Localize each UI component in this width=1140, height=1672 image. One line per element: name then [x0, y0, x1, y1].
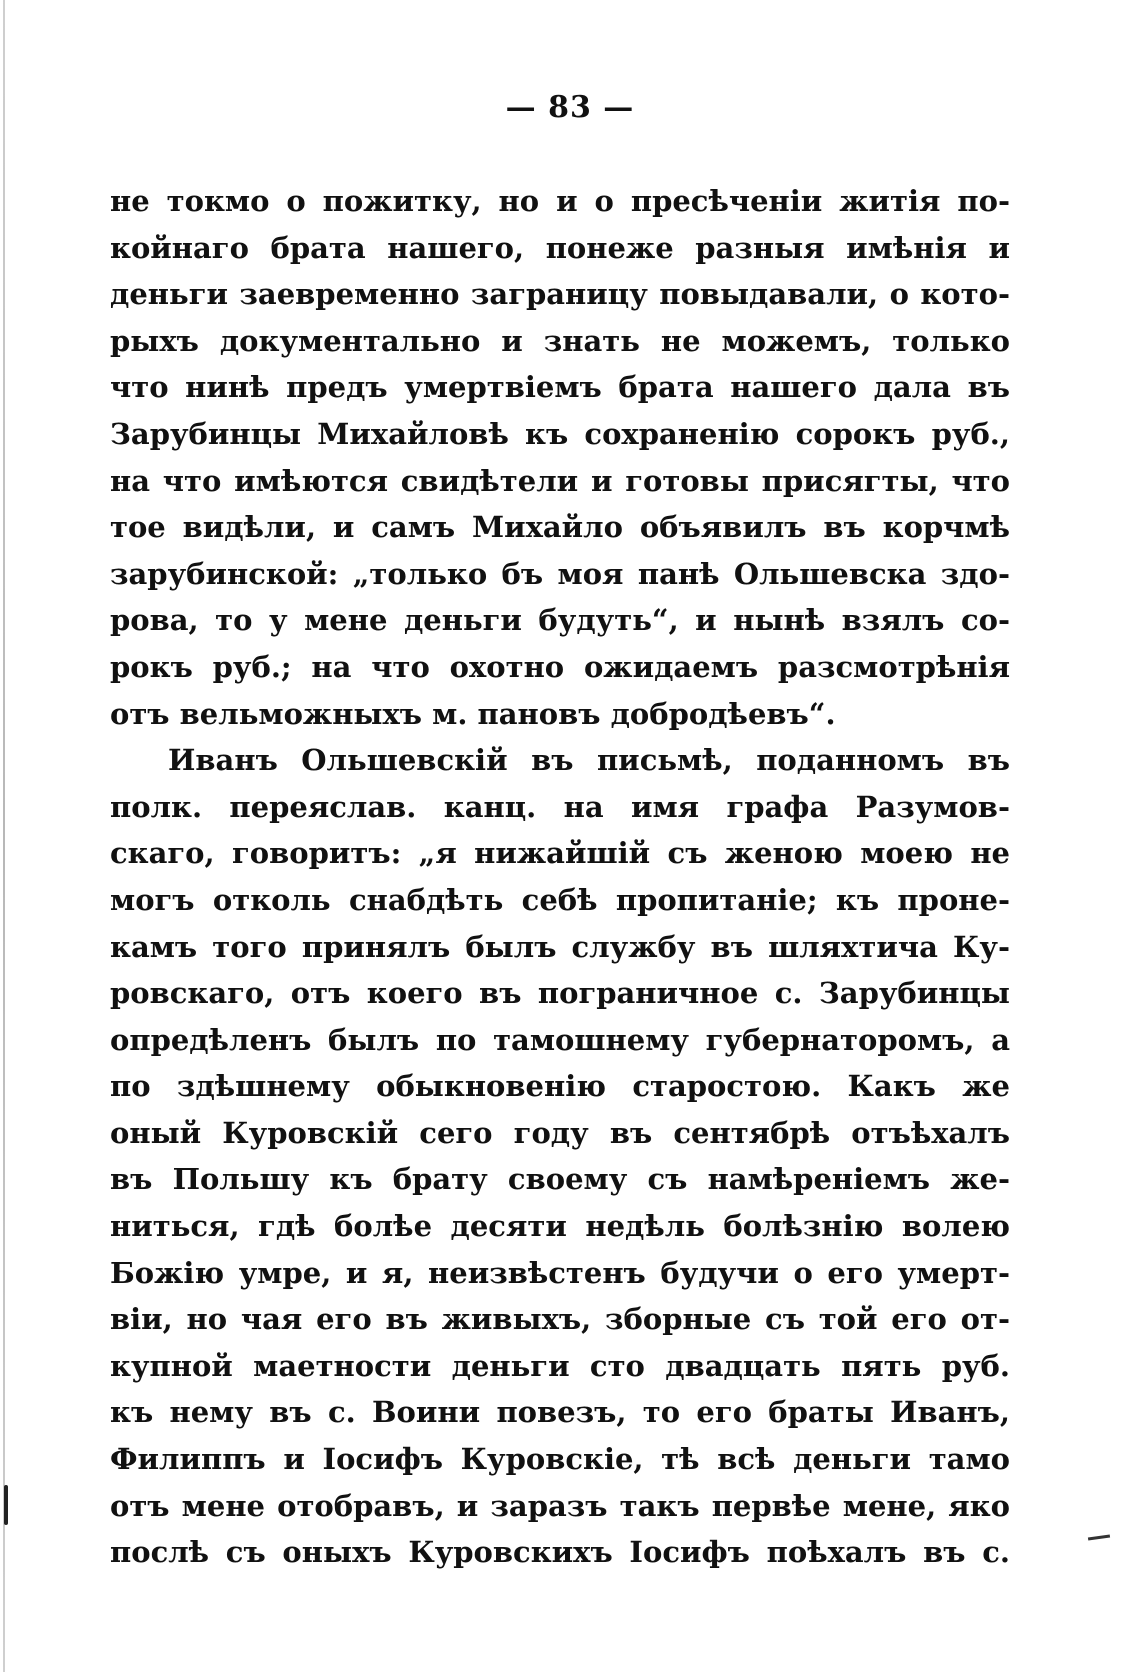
body-text: [110, 178, 1010, 1576]
text-line: рыхъ документально и знать не можемъ, только: [110, 323, 1010, 358]
text-line: къ нему въ с. Воини повезъ, то его браты Иванъ,: [110, 1395, 1010, 1430]
text-line: опредѣленъ былъ по тамошнему губернаторомъ, а: [110, 1022, 1010, 1057]
text-line: не токмо о пожитку, но и о пресѣченіи житія по-: [110, 184, 1010, 218]
text-line: деньги заевременно заграницу повыдавали, о кото-: [110, 277, 1010, 312]
text-line: рокъ руб.; на что охотно ожидаемъ разсмотрѣнія: [110, 649, 1010, 684]
text-line: послѣ съ оныхъ Куровскихъ Іосифъ поѣхалъ въ с.: [110, 1535, 1010, 1570]
page-edge-rule: [3, 0, 5, 1672]
text-line: въ Польшу къ брату своему съ намѣреніемъ же-: [110, 1162, 1010, 1197]
margin-mark: [1088, 1534, 1110, 1540]
page-number: — 83 —: [505, 90, 635, 125]
text-line: Зарубинцы Михайловѣ къ сохраненію сорокъ руб.,: [110, 416, 1010, 451]
text-line: оный Куровскій сего году въ сентябрѣ отъѣхалъ: [110, 1115, 1010, 1150]
text-line: Иванъ Ольшевскій въ письмѣ, поданномъ въ: [168, 743, 1010, 778]
text-line: камъ того принялъ былъ службу въ шляхтича Ку-: [110, 929, 1010, 964]
text-line: віи, но чая его въ живыхъ, зборные съ той его от-: [110, 1302, 1010, 1337]
text-line: отъ мене отобравъ, и заразъ такъ первѣе мене, яко: [110, 1488, 1010, 1523]
text-line: могъ отколь снабдѣть себѣ пропитаніе; къ проне-: [110, 882, 1010, 917]
text-line: зарубинской: „только бъ моя панѣ Ольшевска здо-: [110, 556, 1010, 591]
binding-mark: [4, 1485, 8, 1525]
text-line: купной маетности деньги сто двадцать пять руб.: [110, 1348, 1010, 1383]
text-line: по здѣшнему обыкновенію старостою. Какъ же: [110, 1069, 1010, 1104]
text-line: что нинѣ предъ умертвіемъ брата нашего дала въ: [110, 370, 1010, 405]
text-line: на что имѣются свидѣтели и готовы присягты, что: [110, 463, 1010, 498]
text-line: Божію умре, и я, неизвѣстенъ будучи о его умерт-: [110, 1255, 1010, 1290]
text-line: ниться, гдѣ болѣе десяти недѣль болѣзнію волею: [110, 1209, 1010, 1244]
text-line: койнаго брата нашего, понеже разныя имѣнія и: [110, 230, 1010, 265]
text-line: рова, то у мене деньги будуть“, и нынѣ взялъ со-: [110, 603, 1010, 638]
text-line: ровскаго, отъ коего въ пограничное с. Зарубинцы: [110, 976, 1010, 1011]
text-line: полк. переяслав. канц. на имя графа Разумов-: [110, 789, 1010, 824]
text-line: отъ вельможныхъ м. пановъ добродѣевъ“.: [110, 696, 836, 731]
text-line: скаго, говоритъ: „я нижайшій съ женою моею не: [110, 836, 1010, 871]
text-line: тое видѣли, и самъ Михайло объявилъ въ корчмѣ: [110, 510, 1010, 545]
text-line: Филиппъ и Іосифъ Куровскіе, тѣ всѣ деньги тамо: [110, 1442, 1010, 1477]
